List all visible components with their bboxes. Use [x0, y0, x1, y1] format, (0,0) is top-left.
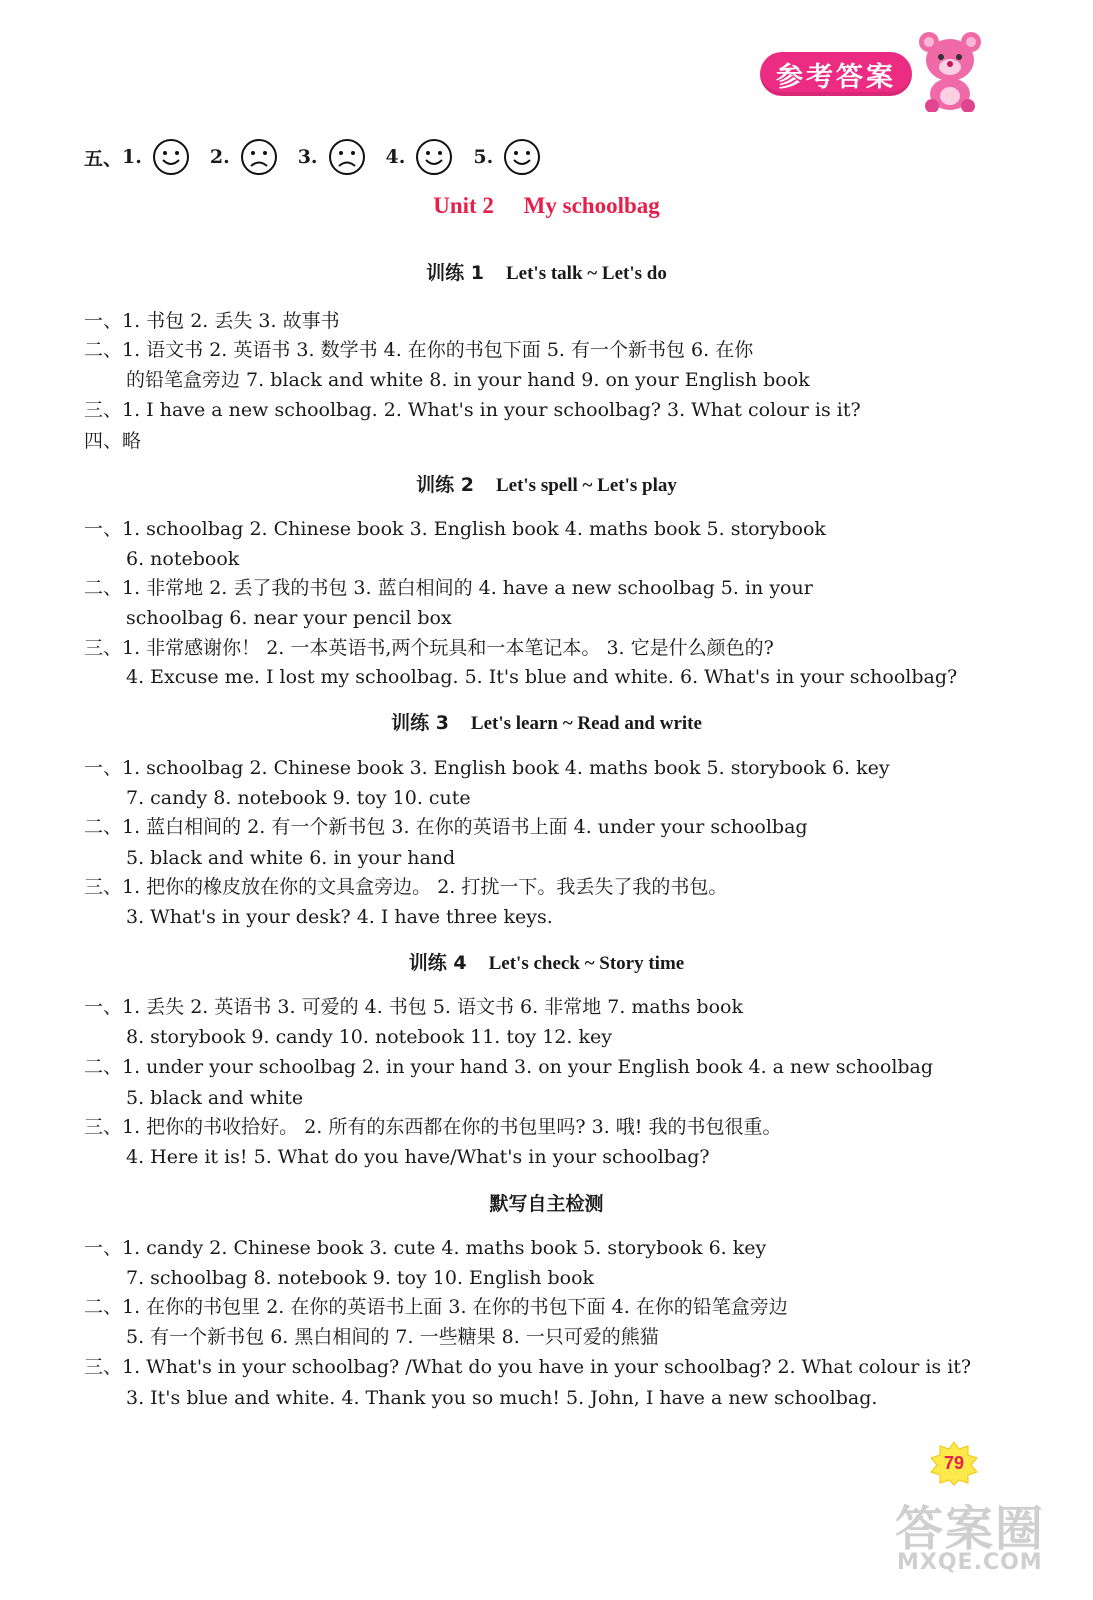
section-title: Let's spell ~ Let's play	[495, 475, 677, 496]
unit-name: My schoolbag	[523, 193, 660, 218]
face-item	[298, 138, 366, 176]
answer-line: 三、1. What's in your schoolbag? /What do you have in your schoolbag? 2. What colour is it?	[84, 1356, 972, 1378]
item-number: 4.	[385, 146, 406, 168]
section-title: Let's check ~ Story time	[488, 953, 685, 974]
section-title: Let's talk ~ Let's do	[506, 263, 667, 284]
happy-face-icon	[415, 138, 453, 176]
answer-line: schoolbag 6. near your pencil box	[126, 607, 452, 629]
page-number-text: 79	[943, 1452, 965, 1473]
answer-line: 二、1. under your schoolbag 2. in your hand 3. on your English book 4. a new schoolbag	[84, 1056, 934, 1078]
answer-line: 二、1. 语文书 2. 英语书 3. 数学书 4. 在你的书包下面 5. 有一个新书包 6. 在你	[84, 339, 754, 361]
answer-line: 7. candy 8. notebook 9. toy 10. cute	[126, 787, 471, 809]
section-title: 默写自主检测	[489, 1193, 604, 1215]
answer-line: 8. storybook 9. candy 10. notebook 11. toy 12. key	[126, 1026, 612, 1048]
watermark-text: 答案圈	[895, 1501, 1046, 1557]
answer-line: 二、1. 在你的书包里 2. 在你的英语书上面 3. 在你的书包下面 4. 在你的铅笔盒旁边	[84, 1296, 788, 1318]
teddy-bear-icon	[915, 30, 985, 112]
happy-face-icon	[503, 138, 541, 176]
sad-face-icon	[328, 138, 366, 176]
section-label: 训练 2	[416, 474, 474, 496]
item-number: 1.	[122, 146, 142, 168]
answer-line: 5. black and white	[126, 1087, 304, 1109]
section-prefix: 五、	[84, 147, 123, 170]
answer-line: 一、1. schoolbag 2. Chinese book 3. English book 4. maths book 5. storybook	[84, 518, 826, 540]
section-label: 训练 4	[408, 952, 467, 974]
answer-line: 二、1. 非常地 2. 丢了我的书包 3. 蓝白相间的 4. have a new schoolbag 5. in your	[84, 577, 813, 599]
answer-line: 6. notebook	[126, 548, 240, 570]
answer-line: 一、1. schoolbag 2. Chinese book 3. English book 4. maths book 5. storybook 6. key	[84, 757, 890, 779]
watermark	[895, 1490, 1070, 1590]
item-number: 2.	[209, 146, 230, 168]
section-heading-5	[0, 1189, 1093, 1216]
face-item	[122, 138, 190, 176]
happy-face-icon	[152, 138, 190, 176]
answer-key-badge: 参考答案	[760, 52, 912, 96]
answer-line: 三、1. I have a new schoolbag. 2. What's in your schoolbag? 3. What colour is it?	[84, 399, 861, 421]
item-number: 3.	[297, 146, 318, 168]
unit-label: Unit 2	[433, 193, 494, 218]
answer-line: 三、1. 非常感谢你！ 2. 一本英语书,两个玩具和一本笔记本。 3. 它是什么颜色的?	[84, 637, 774, 659]
item-number: 5.	[473, 146, 494, 168]
answer-line: 5. black and white 6. in your hand	[126, 847, 456, 869]
answer-line: 7. schoolbag 8. notebook 9. toy 10. English book	[126, 1267, 595, 1289]
section-label: 训练 1	[426, 262, 484, 284]
answer-line: 一、1. 丢失 2. 英语书 3. 可爱的 4. 书包 5. 语文书 6. 非常地 7. maths book	[84, 996, 743, 1018]
section-heading-1	[0, 258, 1093, 285]
answer-line: 5. 有一个新书包 6. 黑白相间的 7. 一些糖果 8. 一只可爱的熊猫	[126, 1326, 659, 1348]
answer-line: 二、1. 蓝白相间的 2. 有一个新书包 3. 在你的英语书上面 4. under your schoolbag	[84, 816, 808, 838]
answer-line: 3. What's in your desk? 4. I have three keys.	[126, 906, 553, 928]
section-label: 训练 3	[391, 712, 449, 734]
unit-title	[0, 193, 1093, 219]
answer-line: 三、1. 把你的橡皮放在你的文具盒旁边。 2. 打扰一下。我丢失了我的书包。	[84, 876, 728, 898]
answer-line: 的铅笔盒旁边 7. black and white 8. in your hand 9. on your English book	[126, 369, 810, 391]
watermark-url: MXQE.COM	[897, 1550, 1043, 1575]
answer-line: 3. It's blue and white. 4. Thank you so much! 5. John, I have a new schoolbag.	[126, 1387, 878, 1409]
answer-line: 4. Excuse me. I lost my schoolbag. 5. It's blue and white. 6. What's in your schoolbag?	[126, 666, 958, 688]
face-item	[386, 138, 454, 176]
answer-line: 三、1. 把你的书收拾好。 2. 所有的东西都在你的书包里吗? 3. 哦! 我的书包很重。	[84, 1116, 782, 1138]
section-title: Let's learn ~ Read and write	[470, 713, 702, 734]
section-heading-3	[0, 708, 1093, 735]
section-heading-4	[0, 948, 1093, 975]
sad-face-icon	[240, 138, 278, 176]
section-five-faces	[84, 137, 561, 177]
page-number	[928, 1440, 980, 1486]
face-item	[473, 138, 541, 176]
section-heading-2	[0, 470, 1093, 497]
answer-line: 一、1. candy 2. Chinese book 3. cute 4. maths book 5. storybook 6. key	[84, 1237, 767, 1259]
answer-line: 4. Here it is! 5. What do you have/What's in your schoolbag?	[126, 1146, 710, 1168]
face-item	[210, 138, 278, 176]
answer-line: 四、略	[84, 430, 142, 452]
answer-line: 一、1. 书包 2. 丢失 3. 故事书	[84, 310, 340, 332]
